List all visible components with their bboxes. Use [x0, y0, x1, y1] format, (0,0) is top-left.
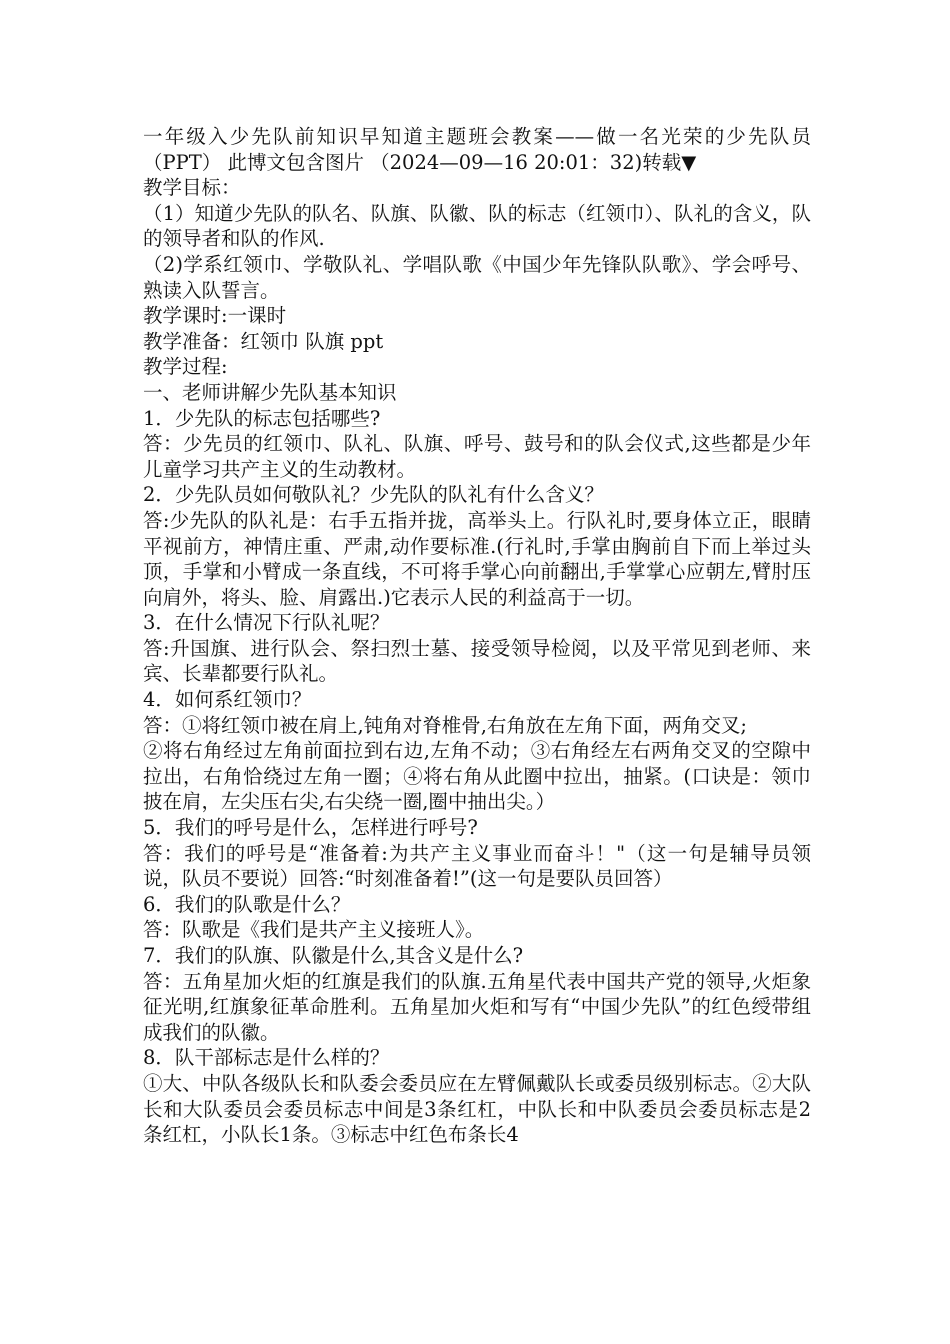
document-title: 一年级入少先队前知识早知道主题班会教案——做一名光荣的少先队员（PPT） 此博文包含图片 （2024—09—16 20:01：32)转载▼ — [143, 125, 811, 174]
answer-8: ①大、中队各级队长和队委会委员应在左臂佩戴队长或委员级别标志。②大队长和大队委员会委员标志中间是3条红杠，中队长和中队委员会委员标志是2条红杠，小队长1条。③标志中红色布条长4 — [143, 1071, 811, 1147]
question-3: 3．在什么情况下行队礼呢？ — [143, 611, 390, 635]
question-4: 4．如何系红领巾？ — [143, 688, 312, 712]
section-heading-process: 教学过程: — [143, 355, 228, 379]
answer-5: 答：我们的呼号是“准备着:为共产主义事业而奋斗！"（这一句是辅导员领说，队员不要说）回答:“时刻准备着!”(这一句是要队员回答） — [143, 841, 811, 891]
question-5: 5．我们的呼号是什么，怎样进行呼号? — [143, 816, 478, 840]
objective-1: （1）知道少先队的队名、队旗、队徽、队的标志（红领巾）、队礼的含义，队的领导者和队的作风. — [143, 201, 811, 251]
answer-4-step-1: 答：①将红领巾被在肩上,钝角对脊椎骨,右角放在左角下面，两角交叉; — [143, 713, 747, 737]
question-2: 2．少先队员如何敬队礼？少先队的队礼有什么含义？ — [143, 483, 604, 507]
question-7: 7．我们的队旗、队徽是什么,其含义是什么? — [143, 944, 524, 967]
answer-4-steps-2-4: ②将右角经过左角前面拉到右边,左角不动；③右角经左右两角交叉的空隙中拉出，右角恰绕过左角一圈；④将右角从此圈中拉出，抽紧。(口诀是：领巾披在肩，左尖压右尖,右尖绕一圈,圈中抽出尖。） — [143, 739, 811, 814]
question-6: 6．我们的队歌是什么？ — [143, 892, 351, 916]
question-1: 1．少先队的标志包括哪些? — [143, 406, 381, 430]
answer-6: 答：队歌是《我们是共产主义接班人》。 — [143, 918, 485, 942]
answer-3: 答:升国旗、进行队会、祭扫烈士墓、接受领导检阅，以及平常见到老师、来宾、长辈都要行队礼。 — [143, 636, 811, 686]
document-page — [143, 124, 811, 1148]
answer-1: 答：少先员的红领巾、队礼、队旗、呼号、鼓号和的队会仪式,这些都是少年儿童学习共产主义的生动教材。 — [143, 432, 811, 481]
teaching-preparation: 教学准备：红领巾 队旗 ppt — [143, 329, 384, 353]
part-one-heading: 一、老师讲解少先队基本知识 — [143, 380, 397, 404]
objective-2: （2)学系红领巾、学敬队礼、学唱队歌《中国少年先锋队队歌》、学会呼号、熟读入队誓言。 — [143, 252, 811, 302]
answer-7: 答：五角星加火炬的红旗是我们的队旗.五角星代表中国共产党的领导,火炬象征光明,红旗象征革命胜利。五角星加火炬和写有“中国少先队”的红色绶带组成我们的队徽。 — [143, 969, 811, 1044]
section-heading-objectives: 教学目标： — [143, 176, 241, 200]
answer-2: 答:少先队的队礼是：右手五指并拢，高举头上。行队礼时,要身体立正，眼睛平视前方，神情庄重、严肃,动作要标准.(行礼时,手掌由胸前自下而上举过头顶，手掌和小臂成一条直线，不可将手掌心向前翻出,手掌掌心应朝左,臂肘压向肩外，将头、脸、肩露出.)它表示人民的利益高于一切。 — [143, 508, 811, 609]
class-hours: 教学课时:一课时 — [143, 304, 287, 328]
question-8: 8．队干部标志是什么样的？ — [143, 1046, 390, 1070]
